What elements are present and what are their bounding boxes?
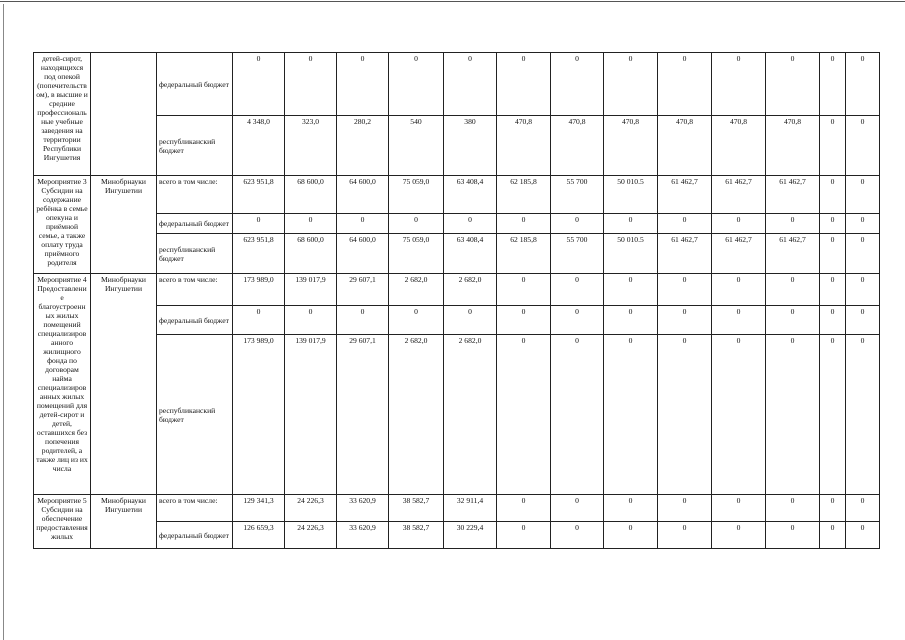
amount-cell: 139 017,9 (285, 274, 337, 306)
amount-cell: 0 (766, 214, 820, 234)
funding-source-cell: всего в том числе: (157, 495, 233, 522)
amount-cell: 0 (820, 116, 846, 176)
table-row (34, 176, 880, 214)
amount-cell: 0 (551, 495, 604, 522)
amount-cell: 62 185,8 (497, 176, 551, 214)
amount-cell: 0 (846, 214, 880, 234)
amount-cell: 0 (285, 53, 337, 116)
funding-source-cell: республиканский бюджет (157, 116, 233, 176)
amount-cell: 30 229,4 (444, 522, 497, 549)
amount-cell: 61 462,7 (658, 176, 712, 214)
amount-cell: 0 (604, 522, 658, 549)
budget-table-body (34, 53, 880, 549)
event-name-cell: Мероприятие 4 Предоставлени е благоустроенн ых жилых помещений специализиров анного жилищного фонда по договорам найма специализиров анных жилых помещений для детей-сирот и детей, оставшихся без попечения родителей, а также лиц из их числа (34, 274, 91, 495)
amount-cell: 61 462,7 (712, 234, 766, 274)
amount-cell: 0 (712, 214, 766, 234)
amount-cell: 0 (846, 495, 880, 522)
amount-cell: 0 (712, 522, 766, 549)
amount-cell: 0 (658, 306, 712, 335)
amount-cell: 0 (389, 214, 444, 234)
amount-cell: 0 (846, 335, 880, 495)
amount-cell: 470,8 (497, 116, 551, 176)
amount-cell: 33 620,9 (337, 495, 389, 522)
amount-cell: 0 (551, 522, 604, 549)
executor-cell: Минобрнауки Ингушетии (91, 495, 157, 549)
amount-cell: 0 (820, 274, 846, 306)
amount-cell: 540 (389, 116, 444, 176)
amount-cell: 0 (766, 274, 820, 306)
amount-cell: 139 017,9 (285, 335, 337, 495)
amount-cell: 0 (497, 335, 551, 495)
amount-cell: 50 010.5 (604, 176, 658, 214)
amount-cell: 61 462,7 (766, 176, 820, 214)
amount-cell: 0 (846, 306, 880, 335)
amount-cell: 173 989,0 (233, 335, 285, 495)
amount-cell: 0 (820, 306, 846, 335)
amount-cell: 0 (658, 335, 712, 495)
amount-cell: 0 (497, 522, 551, 549)
amount-cell: 0 (551, 53, 604, 116)
amount-cell: 0 (551, 335, 604, 495)
amount-cell: 0 (658, 522, 712, 549)
amount-cell: 0 (233, 53, 285, 116)
amount-cell: 0 (766, 522, 820, 549)
amount-cell: 129 341,3 (233, 495, 285, 522)
amount-cell: 0 (604, 306, 658, 335)
event-name-cell: Мероприятие 5 Субсидии на обеспечение предоставления жилых (34, 495, 91, 549)
amount-cell: 0 (233, 306, 285, 335)
amount-cell: 0 (444, 53, 497, 116)
amount-cell: 0 (389, 306, 444, 335)
funding-source-cell: федеральный бюджет (157, 522, 233, 549)
amount-cell: 2 682,0 (444, 335, 497, 495)
amount-cell: 0 (658, 274, 712, 306)
funding-source-cell: всего в том числе: (157, 176, 233, 214)
amount-cell: 0 (712, 335, 766, 495)
amount-cell: 0 (820, 495, 846, 522)
executor-cell (91, 53, 157, 176)
amount-cell: 323,0 (285, 116, 337, 176)
table-row (34, 274, 880, 306)
amount-cell: 38 582,7 (389, 522, 444, 549)
amount-cell: 68 600,0 (285, 176, 337, 214)
table-row (34, 234, 880, 274)
amount-cell: 24 226,3 (285, 495, 337, 522)
amount-cell: 24 226,3 (285, 522, 337, 549)
page-top-border (0, 1, 905, 2)
amount-cell: 4 348,0 (233, 116, 285, 176)
amount-cell: 0 (337, 214, 389, 234)
page-left-border (3, 4, 4, 640)
amount-cell: 623 951,8 (233, 234, 285, 274)
table-row (34, 116, 880, 176)
executor-cell: Минобрнауки Ингушетии (91, 176, 157, 274)
amount-cell: 2 682,0 (389, 274, 444, 306)
amount-cell: 0 (658, 495, 712, 522)
executor-cell: Минобрнауки Ингушетии (91, 274, 157, 495)
amount-cell: 63 408,4 (444, 176, 497, 214)
amount-cell: 0 (846, 274, 880, 306)
amount-cell: 470,8 (604, 116, 658, 176)
funding-source-cell: всего в том числе: (157, 274, 233, 306)
amount-cell: 0 (820, 214, 846, 234)
funding-source-cell: республиканский бюджет (157, 335, 233, 495)
amount-cell: 33 620,9 (337, 522, 389, 549)
amount-cell: 0 (497, 306, 551, 335)
amount-cell: 61 462,7 (766, 234, 820, 274)
amount-cell: 0 (604, 274, 658, 306)
table-row (34, 214, 880, 234)
amount-cell: 0 (233, 214, 285, 234)
amount-cell: 0 (766, 495, 820, 522)
amount-cell: 0 (604, 335, 658, 495)
amount-cell: 470,8 (766, 116, 820, 176)
amount-cell: 0 (444, 214, 497, 234)
funding-source-cell: федеральный бюджет (157, 214, 233, 234)
amount-cell: 63 408,4 (444, 234, 497, 274)
amount-cell: 0 (497, 495, 551, 522)
amount-cell: 470,8 (658, 116, 712, 176)
amount-cell: 0 (497, 53, 551, 116)
amount-cell: 62 185,8 (497, 234, 551, 274)
amount-cell: 0 (658, 53, 712, 116)
amount-cell: 61 462,7 (712, 176, 766, 214)
amount-cell: 64 600,0 (337, 176, 389, 214)
amount-cell: 0 (604, 53, 658, 116)
amount-cell: 38 582,7 (389, 495, 444, 522)
amount-cell: 61 462,7 (658, 234, 712, 274)
amount-cell: 2 682,0 (389, 335, 444, 495)
amount-cell: 470,8 (712, 116, 766, 176)
amount-cell: 75 059,0 (389, 234, 444, 274)
amount-cell: 32 911,4 (444, 495, 497, 522)
table-row (34, 522, 880, 549)
amount-cell: 0 (604, 214, 658, 234)
amount-cell: 75 059,0 (389, 176, 444, 214)
amount-cell: 0 (712, 274, 766, 306)
amount-cell: 0 (846, 522, 880, 549)
amount-cell: 380 (444, 116, 497, 176)
amount-cell: 623 951,8 (233, 176, 285, 214)
amount-cell: 0 (551, 214, 604, 234)
event-name-cell: детей-сирот, находящихся под опекой (попечительств ом), в высшие и средние профессиональ ные учебные заведения на территории Республики Ингушетия (34, 53, 91, 176)
amount-cell: 0 (551, 306, 604, 335)
amount-cell: 0 (712, 53, 766, 116)
budget-table (33, 52, 880, 549)
amount-cell: 0 (766, 335, 820, 495)
amount-cell: 0 (497, 274, 551, 306)
amount-cell: 173 989,0 (233, 274, 285, 306)
amount-cell: 470,8 (551, 116, 604, 176)
amount-cell: 0 (846, 234, 880, 274)
amount-cell: 29 607,1 (337, 335, 389, 495)
amount-cell: 0 (820, 53, 846, 116)
table-row (34, 495, 880, 522)
amount-cell: 0 (285, 306, 337, 335)
amount-cell: 0 (658, 214, 712, 234)
amount-cell: 2 682,0 (444, 274, 497, 306)
amount-cell: 55 700 (551, 176, 604, 214)
amount-cell: 0 (712, 495, 766, 522)
amount-cell: 0 (820, 335, 846, 495)
amount-cell: 0 (551, 274, 604, 306)
amount-cell: 0 (846, 176, 880, 214)
funding-source-cell: федеральный бюджет (157, 53, 233, 116)
amount-cell: 64 600,0 (337, 234, 389, 274)
amount-cell: 68 600,0 (285, 234, 337, 274)
table-row (34, 53, 880, 116)
amount-cell: 0 (846, 116, 880, 176)
funding-source-cell: федеральный бюджет (157, 306, 233, 335)
amount-cell: 50 010.5 (604, 234, 658, 274)
amount-cell: 0 (846, 53, 880, 116)
table-row (34, 335, 880, 495)
amount-cell: 0 (820, 176, 846, 214)
event-name-cell: Мероприятие 3 Субсидии на содержание ребёнка в семье опекуна и приёмной семье, а также оплату труда приёмного родителя (34, 176, 91, 274)
amount-cell: 126 659,3 (233, 522, 285, 549)
amount-cell: 0 (766, 53, 820, 116)
amount-cell: 0 (285, 214, 337, 234)
amount-cell: 0 (820, 234, 846, 274)
amount-cell: 280,2 (337, 116, 389, 176)
amount-cell: 29 607,1 (337, 274, 389, 306)
amount-cell: 0 (604, 495, 658, 522)
table-row (34, 306, 880, 335)
amount-cell: 0 (497, 214, 551, 234)
amount-cell: 0 (712, 306, 766, 335)
amount-cell: 0 (766, 306, 820, 335)
amount-cell: 0 (389, 53, 444, 116)
amount-cell: 0 (820, 522, 846, 549)
amount-cell: 0 (444, 306, 497, 335)
amount-cell: 0 (337, 306, 389, 335)
funding-source-cell: республиканский бюджет (157, 234, 233, 274)
amount-cell: 55 700 (551, 234, 604, 274)
amount-cell: 0 (337, 53, 389, 116)
